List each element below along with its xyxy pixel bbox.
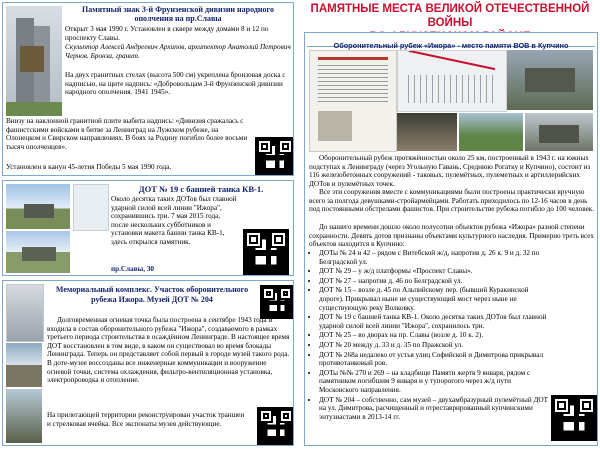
list-item: • ДОТ № 27 – напротив д. 46 по Белградской ул.	[319, 277, 549, 286]
qr-code-icon	[243, 229, 289, 275]
list-item: • ДОТ № 25 – во дворах на пр. Славы (возле д. 10 к. 2).	[319, 331, 549, 340]
memorial-photo	[6, 6, 62, 116]
card1-line2: Скульптор Алексей Андреевич Архипов, архитектор Анатолий Петрович Чернов. Бронза, гранит.	[65, 43, 291, 60]
list-item: • ДОТы №№ 270 и 269 – на кладбище Памяти жертв 9 января, рядом с памятником погибшим 9 января и у тупорогого через ж/д пути Московского направления.	[319, 369, 549, 395]
card1-title: Памятный знак 3-й Фрунзенской дивизии народного ополчения на пр.Славы	[82, 5, 274, 24]
card4-header-text: Оборонительный рубеж «Ижора» - место памяти ВОВ в Купчино	[333, 41, 569, 50]
card2-address: пр.Славы, 30	[111, 265, 155, 273]
card2-title: ДОТ № 19 с башней танка КВ-1.	[138, 184, 264, 194]
card4-header	[307, 35, 595, 50]
card-dot-19	[2, 180, 294, 276]
card-memorial-sign	[2, 2, 294, 176]
card4-para1	[309, 154, 595, 190]
card4-para3-text: До нашего времени дошло около полусотни объектов рубежа «Ижора» разной степени сохранности. Девять дотов признаны объектами культурного наследия. Примерно треть всех объектов находится в Купчино:	[309, 223, 594, 249]
list-item: • ДОТ № 15 – возле д. 45 по Альпийскому пер. (бывший Куракинской дороге). Прикрывал ныне не существующий мост через ныне не существующую реку Волковку.	[319, 286, 549, 312]
card4-para2-text: Все эти сооружения вместе с коммуникациями были построены практически вручную всего за полгода девушками-стройармейцами. Работать приходилось по 12-16 часов в день под постоянными обстрелами фашистов. При строительстве рубежа погибло до 100 человек.	[309, 188, 595, 214]
collage-photo-interior	[397, 113, 457, 151]
card4-para3	[309, 223, 595, 251]
dot-list	[311, 249, 549, 422]
card3-text2: На прилегающей территории реконструирован участок траншеи и стрелковая ячейка. Все экспонаты музея действующие.	[47, 411, 245, 428]
collage-map	[397, 50, 507, 112]
qr-code-icon	[260, 285, 294, 319]
complex-photo-1	[6, 284, 44, 342]
card4-para1-text: Оборонительный рубеж протяжённостью около 25 км, построенный в 1943 г. на южных подступах к Ленинграду (через Угольную Гавань, Среднюю Рогатку и Купчино), состоит из 116 железобетонных сооружений - таковых, пулемётных, пулеметных и артиллерийских ДОТов и пулемётных точек.	[309, 154, 591, 188]
card2-text: Около десятка таких ДОТов был главной ударной силой всей линии "Ижора", сохранившись три. 7 мая 2015 года, после нескольких субботников и установки макета башни танка КВ-1, здесь открылся памятник.	[111, 195, 237, 246]
list-item: • ДОТ № 29 – у ж/д платформы «Проспект Славы».	[319, 267, 549, 276]
card1-line4: Внизу на наклонной гранитной плите выбита надпись: «Дивизия сражалась с фашистскими войсками в битве за Ленинград на Лужском рубеже, на Олонецком и Свирском направлениях. В боях за Родину погибло более восьми тысяч ополченцев».	[6, 117, 248, 151]
card-memorial-complex	[2, 280, 294, 446]
qr-code-icon	[551, 395, 597, 441]
collage-photo-dot	[507, 50, 593, 110]
card1-line5: Установлен в канун 45-летия Победы 5 мая 1990 года.	[6, 163, 172, 171]
complex-photo-2	[6, 343, 42, 387]
list-item: • ДОТы № 24 и 42 – рядом с Витебской ж/д, напротив д. 26 к. 9 и д. 32 по Белградской ул.	[319, 249, 549, 266]
complex-photo-3	[6, 389, 42, 443]
card3-title: Мемориальный комплекс. Участок оборонительного рубежа Ижора. Музей ДОТ № 204	[55, 285, 249, 304]
list-item: • ДОТ № 204 – собственно, сам музей – двухамбразурный пулемётный ДОТ на ул. Димитрова, расчищенный и отреставрированный купчинскими энтузиастами в 2013-14 гг.	[319, 396, 549, 422]
card1-line1: Открыт 3 мая 1990 г. Установлен в сквере между домами 8 и 12 по проспекту Славы.	[65, 25, 269, 42]
collage-photo-bunker	[525, 113, 593, 151]
card1-line3: На двух гранитных стелах (высота 500 см) укреплена бронзовая доска с надписью, на щите надпись: «Добровольцам 3-й Фрунзенской дивизии народного ополчения. 1941 1945».	[65, 71, 286, 97]
list-item: • ДОТ № 268а недалеко от устья улиц Софийской и Димитрова прикрывал противотанковый ров.	[319, 351, 549, 368]
dot19-photo-2	[6, 231, 70, 273]
page-title-line1: ПАМЯТНЫЕ МЕСТА ВЕЛИКОЙ ОТЕЧЕСТВЕННОЙ ВОЙНЫ	[310, 3, 590, 29]
dot19-photo-1	[6, 184, 70, 229]
list-item: • ДОТ № 19 с башней танка КВ-1. Около десятка таких ДОТов был главной ударной силой всей линии "Ижора", сохранилось три.	[319, 313, 549, 330]
collage-document	[309, 50, 397, 152]
collage-photo-grass	[459, 113, 523, 151]
card3-text: Долговременная огневая точка была построена в сентябре 1943 года и входила в состав оборонительного рубежа "Ижора", создаваемого в рамках третьего периода строительства в осаждённом Ленинграде. В настоящее время ДОТ восстановлен в том виде, в каком он существовал во время блокады Ленинграда. Теперь он представляет собой первый в городе музей такого рода. В доте-музее воссозданы все инженерные коммуникации и вооружение огневой точки, система охлаждения, фильтро-вентиляционная установка, электропроводка и отопление.	[47, 316, 290, 385]
qr-code-icon	[257, 407, 294, 445]
list-item: • ДОТ № 20 между д. 33 и д. 35 по Пражской ул.	[319, 341, 549, 350]
card-izhora-line	[304, 32, 598, 446]
card4-para2	[309, 188, 595, 216]
dot19-photo-3	[73, 184, 109, 231]
qr-code-icon	[255, 137, 294, 176]
